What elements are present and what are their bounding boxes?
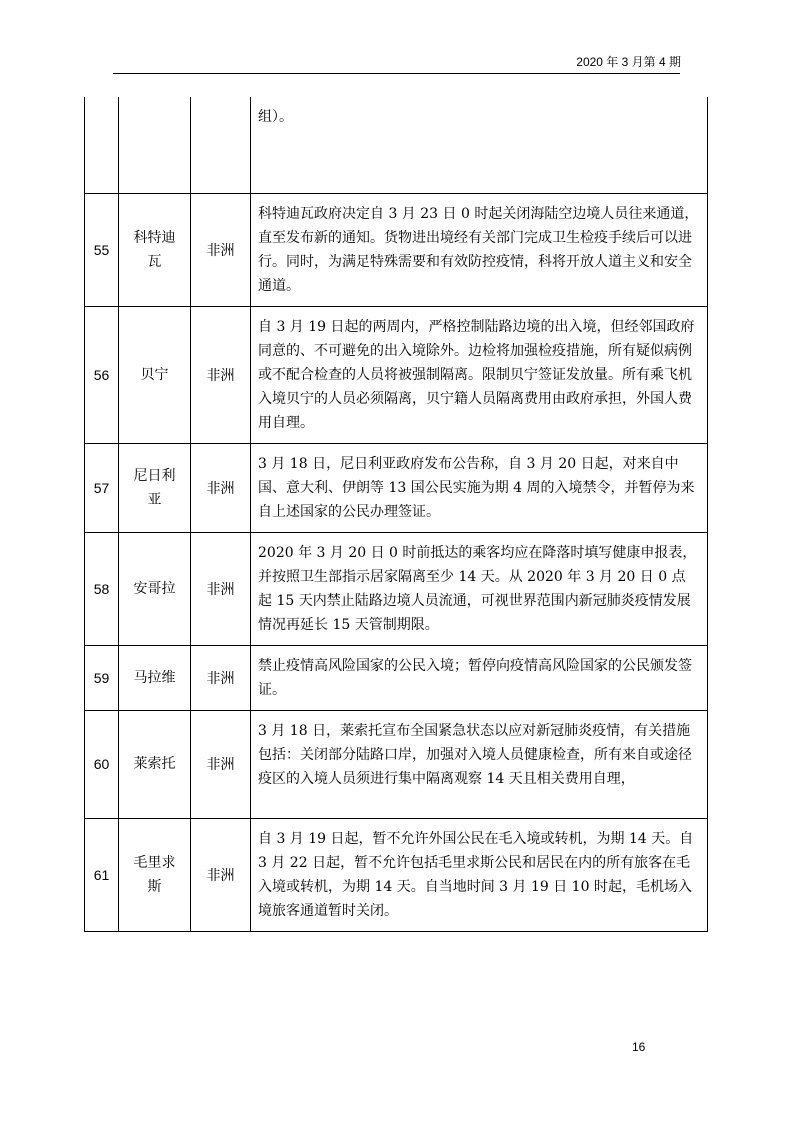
country-cell: [119, 532, 191, 645]
table-row: [85, 818, 708, 931]
region-cell: 非洲: [191, 645, 251, 710]
country-cell: [119, 193, 191, 306]
country-name: 莱索托: [133, 756, 176, 772]
row-number: 55: [85, 193, 119, 306]
row-number: 59: [85, 645, 119, 710]
row-number: 57: [85, 443, 119, 532]
region-cell: 非洲: [191, 710, 251, 818]
country-name: 马拉维: [133, 669, 176, 686]
country-name: 贝宁: [140, 366, 169, 383]
page-number: 16: [632, 1040, 646, 1054]
measure-cell: 自 3 月 19 日起，暂不允许外国公民在毛入境或转机，为期 14 天。自 3 月 22 日起，暂不允许包括毛里求斯公民和居民在内的所有旅客在毛入境或转机，为期 14 天。自当地时间 3 月 19 日 10 时起，毛机场入境旅客通道暂时关闭。: [251, 818, 708, 931]
header-rule: [113, 73, 680, 74]
measures-table: [84, 97, 708, 932]
country-cell: [119, 645, 191, 710]
country-cell: [119, 97, 191, 193]
region-cell: 非洲: [191, 306, 251, 443]
row-number: 56: [85, 306, 119, 443]
region-cell: 非洲: [191, 818, 251, 931]
measure-cell: 自 3 月 19 日起的两周内，严格控制陆路边境的出入境，但经邻国政府同意的、不可避免的出入境除外。边检将加强检疫措施，所有疑似病例或不配合检查的人员将被强制隔离。限制贝宁签证发放量。所有乘飞机入境贝宁的人员必须隔离，贝宁籍人员隔离费用由政府承担，外国人费用自理。: [251, 306, 708, 443]
measure-cell: 组）。: [251, 97, 708, 193]
country-name: 毛里求斯: [133, 854, 176, 895]
table-row: [85, 710, 708, 818]
region-cell: 非洲: [191, 443, 251, 532]
country-name: 科特迪瓦: [133, 229, 176, 270]
measure-cell: 2020 年 3 月 20 日 0 时前抵达的乘客均应在降落时填写健康申报表，并按照卫生部指示居家隔离至少 14 天。从 2020 年 3 月 20 日 0 点起 15 天内禁止陆路边境人员流通，可视世界范围内新冠肺炎疫情发展情况再延长 15 天管制期限。: [251, 532, 708, 645]
country-name: 安哥拉: [133, 580, 176, 597]
region-cell: 非洲: [191, 193, 251, 306]
country-name: 尼日利亚: [133, 467, 176, 508]
table-row: [85, 443, 708, 532]
region-cell: 非洲: [191, 532, 251, 645]
table-row: [85, 645, 708, 710]
measure-cell: 3 月 18 日，莱索托宣布全国紧急状态以应对新冠肺炎疫情，有关措施包括：关闭部分陆路口岸，加强对入境人员健康检查，所有来自或途径疫区的入境人员须进行集中隔离观察 14 天且相关费用自理，: [251, 710, 708, 818]
country-cell: [119, 818, 191, 931]
table-row-continuation: [85, 97, 708, 193]
row-number: 61: [85, 818, 119, 931]
region-cell: [191, 97, 251, 193]
country-cell: [119, 306, 191, 443]
measure-cell: 科特迪瓦政府决定自 3 月 23 日 0 时起关闭海陆空边境人员往来通道，直至发布新的通知。货物进出境经有关部门完成卫生检疫手续后可以进行。同时，为满足特殊需要和有效防控疫情，科将开放人道主义和安全通道。: [251, 193, 708, 306]
row-number: 58: [85, 532, 119, 645]
issue-header: 2020 年 3 月第 4 期: [576, 55, 681, 69]
no-cell: [85, 97, 119, 193]
country-cell: [119, 710, 191, 818]
table-row: [85, 193, 708, 306]
country-cell: [119, 443, 191, 532]
table-row: [85, 306, 708, 443]
table-row: [85, 532, 708, 645]
row-number: 60: [85, 710, 119, 818]
measure-cell: 禁止疫情高风险国家的公民入境；暂停向疫情高风险国家的公民颁发签证。: [251, 645, 708, 710]
measure-cell: 3 月 18 日，尼日利亚政府发布公告称，自 3 月 20 日起，对来自中国、意大利、伊朗等 13 国公民实施为期 4 周的入境禁令，并暂停为来自上述国家的公民办理签证。: [251, 443, 708, 532]
